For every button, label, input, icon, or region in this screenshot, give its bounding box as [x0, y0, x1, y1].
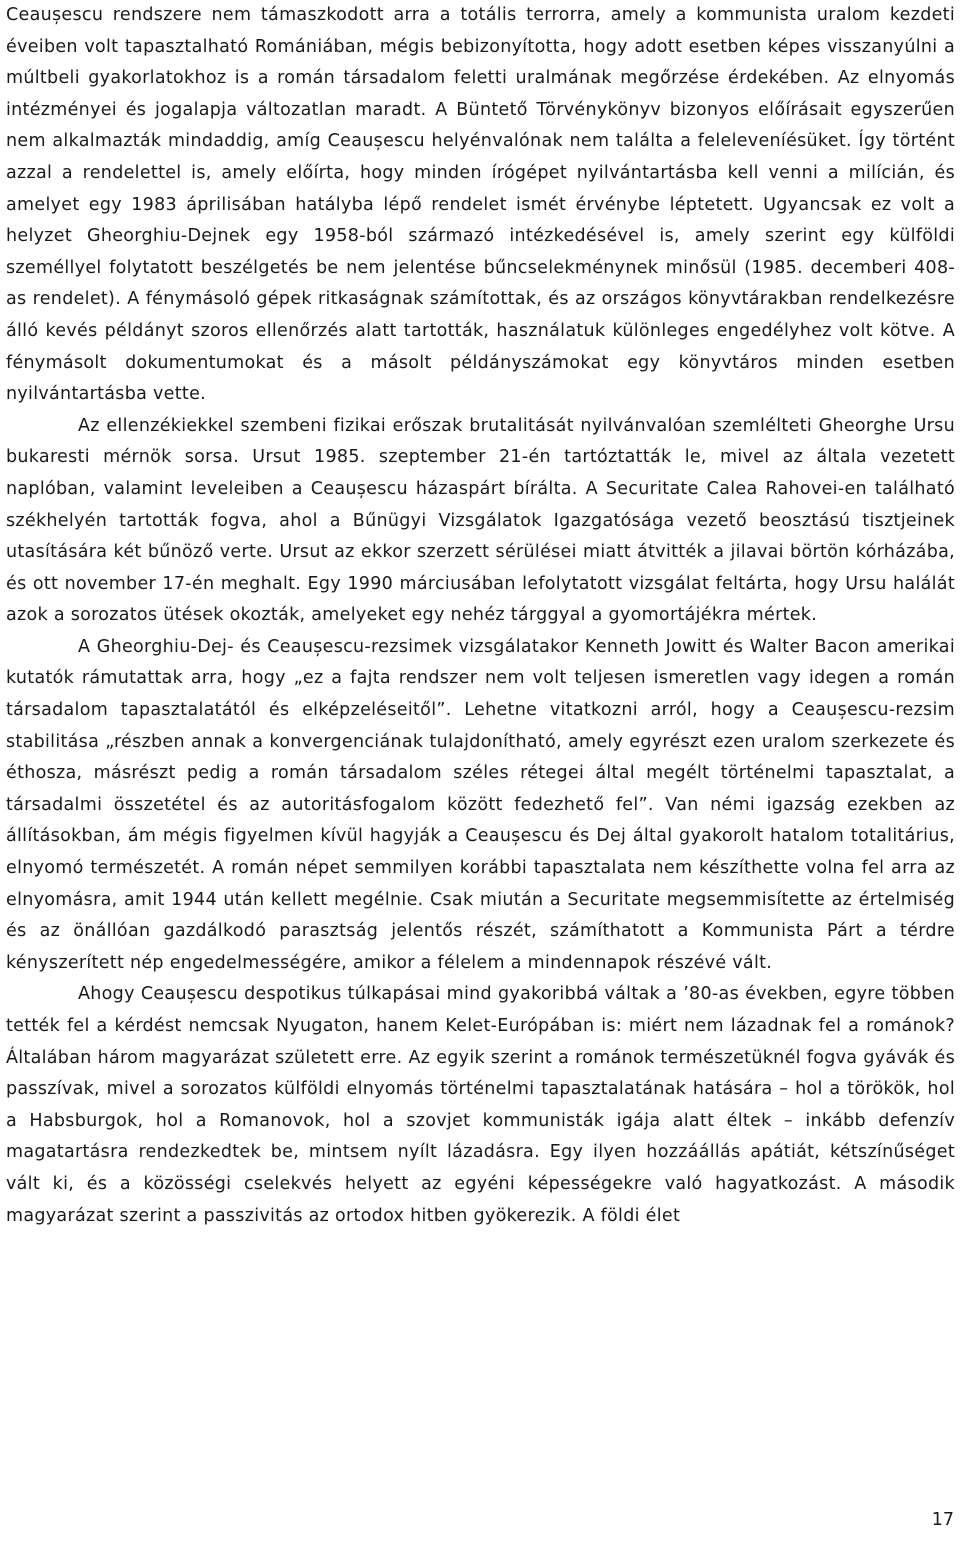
- paragraph-1: Ceaușescu rendszere nem támaszkodott arra a totális terrorra, amely a kommunista uralom kezdeti éveiben volt tapasztalható Romániában, mégis bebizonyította, hogy adott esetben képes visszanyúlni a múltbeli gyakorlatokhoz is a román társadalom feletti uralmának megőrzése érdekében. Az elnyomás intézményei és jogalapja változatlan maradt. A Büntető Törvénykönyv bizonyos előírásait egyszerűen nem alkalmazták mindaddig, amíg Ceaușescu helyénvalónak nem találta a feleleveníésüket. Így történt azzal a rendelettel is, amely előírta, hogy minden írógépet nyilvántartásba kell venni a milícián, és amelyet egy 1983 áprilisában hatályba lépő rendelet ismét érvénybe léptetett. Ugyancsak ez volt a helyzet Gheorghiu-Dejnek egy 1958-ból származó intézkedésével is, amely szerint egy külföldi személlyel folytatott beszélgetés be nem jelentése bűncselekménynek minősül (1985. decemberi 408-as rendelet). A fénymásoló gépek ritkaságnak számítottak, és az országos könyvtárakban rendelkezésre álló kevés példányt szoros ellenőrzés alatt tartották, használatuk különleges engedélyhez volt kötve. A fénymásolt dokumentumokat és a másolt példányszámokat egy könyvtáros minden esetben nyilvántartásba vette.: [6, 5, 955, 405]
- paragraph-4: Ahogy Ceaușescu despotikus túlkapásai mind gyakoribbá váltak a ’80-as években, egyre többen tették fel a kérdést nemcsak Nyugaton, hanem Kelet-Európában is: miért nem lázadnak fel a románok? Általában három magyarázat született erre. Az egyik szerint a románok természetüknél fogva gyávák és passzívak, mivel a sorozatos külföldi elnyomás történelmi tapasztalatának hatására – hol a törökök, hol a Habsburgok, hol a Romanovok, hol a szovjet kommunisták igája alatt éltek – inkább defenzív magatartásra rendezkedtek be, mintsem nyílt lázadásra. Egy ilyen hozzáállás apátiát, kétszínűséget vált ki, és a közösségi cselekvés helyett az egyéni képességekre való hagyatkozást. A második magyarázat szerint a passzivitás az ortodox hitben gyökerezik. A földi élet: [6, 984, 955, 1226]
- document-page: [6, 0, 955, 1232]
- page-number: 17: [931, 1510, 954, 1530]
- paragraph-3: A Gheorghiu-Dej- és Ceaușescu-rezsimek vizsgálatakor Kenneth Jowitt és Walter Bacon amerikai kutatók rámutattak arra, hogy „ez a fajta rendszer nem volt teljesen ismeretlen vagy idegen a román társadalom tapasztalatától és elképzeléseitől”. Lehetne vitatkozni arról, hogy a Ceaușescu-rezsim stabilitása „részben annak a konvergenciának tulajdonítható, amely egyrészt ezen uralom szerkezete és éthosza, másrészt pedig a román társadalom széles rétegei által megélt történelmi tapasztalat, a társadalmi összetétel és az autoritásfogalom között fedezhető fel”. Van némi igazság ezekben az állításokban, ám mégis figyelmen kívül hagyják a Ceaușescu és Dej által gyakorolt hatalom totalitárius, elnyomó természetét. A román népet semmilyen korábbi tapasztalata nem készíthette volna fel arra az elnyomásra, amit 1944 után kellett megélnie. Csak miután a Securitate megsemmisítette az értelmiség és az önállóan gazdálkodó parasztság jelentős részét, számíthatott a Kommunista Párt a térdre kényszerített nép engedelmességére, amikor a félelem a mindennapok részévé vált.: [6, 636, 955, 973]
- paragraph-2: Az ellenzékiekkel szembeni fizikai erőszak brutalitását nyilvánvalóan szemlélteti Gheorghe Ursu bukaresti mérnök sorsa. Ursut 1985. szeptember 21-én tartóztatták le, mivel az általa vezetett naplóban, valamint leveleiben a Ceaușescu házaspárt bírálta. A Securitate Calea Rahovei-en található székhelyén tartották fogva, ahol a Bűnügyi Vizsgálatok Igazgatósága vezető beosztású tisztjeinek utasítására két bűnöző verte. Ursut az ekkor szerzett sérülései miatt átvitték a jilavai börtön kórházába, és ott november 17-én meghalt. Egy 1990 márciusában lefolytatott vizsgálat feltárta, hogy Ursu halálát azok a sorozatos ütések okozták, amelyeket egy nehéz tárggyal a gyomortájékra mértek.: [6, 415, 955, 626]
